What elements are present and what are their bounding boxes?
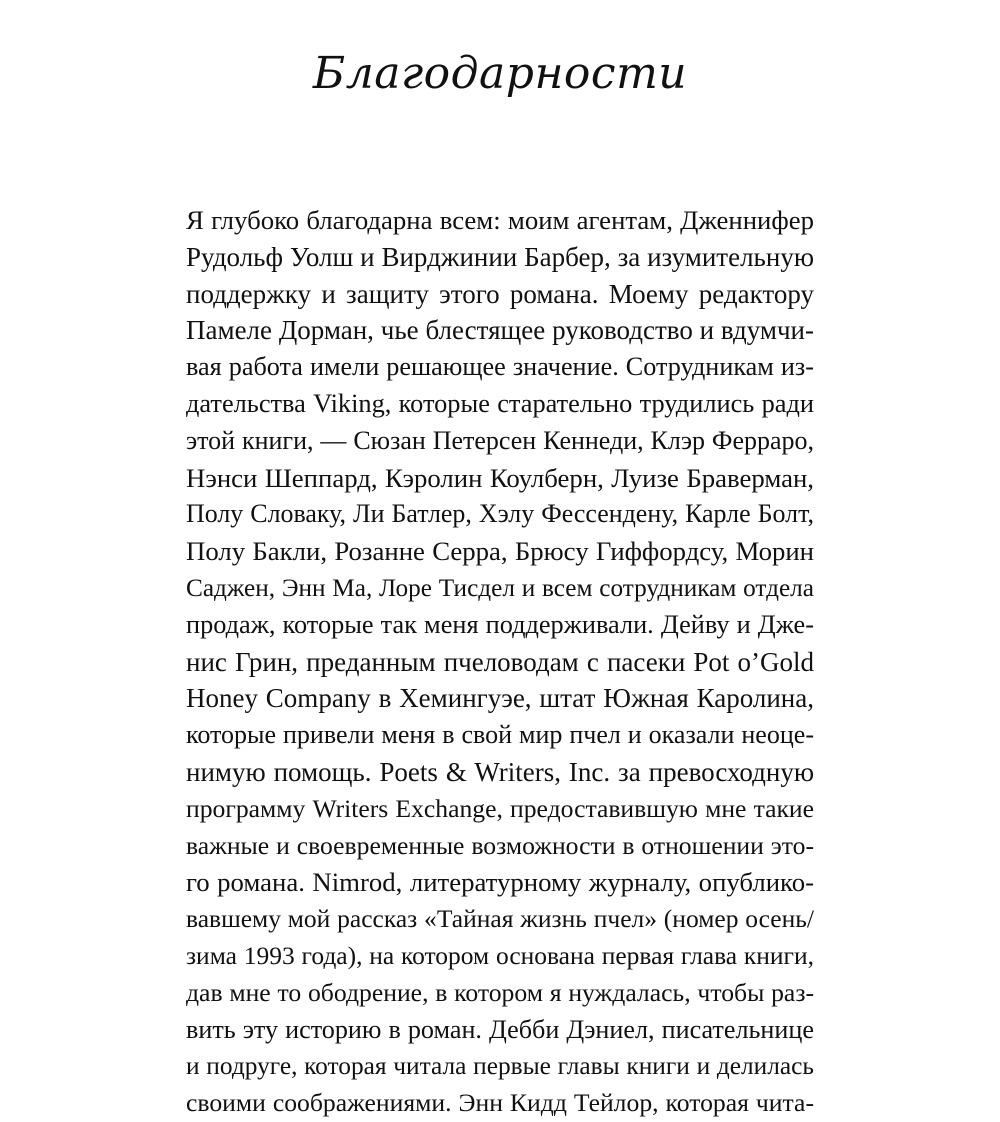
text-line: Саджен, Энн Ма, Лоре Тисдел и всем сотрудникам отдела bbox=[186, 573, 814, 602]
text-line: программу Writers Exchange, предоставившую мне такие bbox=[186, 793, 814, 823]
text-line: Полу Бакли, Розанне Серра, Брюсу Гиффордсу, Морин bbox=[186, 536, 814, 567]
acknowledgements-text bbox=[186, 202, 814, 1122]
text-line: вить эту историю в роман. Дебби Дэниел, писательнице bbox=[186, 1014, 814, 1044]
text-line: нис Грин, преданным пчеловодам с пасеки Pot o’Gold bbox=[186, 646, 814, 677]
text-line: Памеле Дорман, чье блестящее руководство и вдумчи- bbox=[186, 315, 814, 346]
text-line: Нэнси Шеппард, Кэролин Коулберн, Луизе Браверман, bbox=[186, 462, 814, 493]
text-line: своими соображениями. Энн Кидд Тейлор, которая чита- bbox=[186, 1088, 814, 1118]
text-line: зима 1993 года), на котором основана первая глава книги, bbox=[186, 940, 814, 970]
text-line: вавшему мой рассказ «Тайная жизнь пчел» (номер осень/ bbox=[186, 904, 814, 934]
text-line: Я глубоко благодарна всем: моим агентам, Дженнифер bbox=[186, 205, 814, 235]
text-line: Honey Company в Хемингуэе, штат Южная Каролина, bbox=[186, 683, 814, 714]
text-line: дав мне то ободрение, в котором я нуждалась, чтобы раз- bbox=[186, 977, 814, 1007]
text-line: Полу Словаку, Ли Батлер, Хэлу Фессендену, Карле Болт, bbox=[186, 499, 814, 529]
text-line: Рудольф Уолш и Вирджинии Барбер, за изумительную bbox=[186, 241, 814, 272]
text-line: вая работа имели решающее значение. Сотрудникам из- bbox=[186, 352, 814, 382]
text-line: поддержку и защиту этого романа. Моему редактору bbox=[186, 278, 814, 309]
text-line: важные и своевременные возможности в отношении это- bbox=[186, 830, 814, 860]
text-line: этой книги, — Сюзан Петерсен Кеннеди, Клэр Ферраро, bbox=[186, 425, 814, 455]
text-line: нимую помощь. Poets & Writers, Inc. за превосходную bbox=[186, 756, 814, 787]
text-line: которые привели меня в свой мир пчел и оказали неоце- bbox=[186, 720, 814, 750]
chapter-title: Благодарности bbox=[312, 48, 688, 99]
text-line: го романа. Nimrod, литературному журналу, опублико- bbox=[186, 867, 814, 898]
text-line: продаж, которые так меня поддерживали. Дейву и Дже- bbox=[186, 609, 814, 639]
text-line: дательства Viking, которые старательно трудились ради bbox=[186, 388, 814, 418]
text-line: и подруге, которая читала первые главы книги и делилась bbox=[186, 1052, 814, 1081]
